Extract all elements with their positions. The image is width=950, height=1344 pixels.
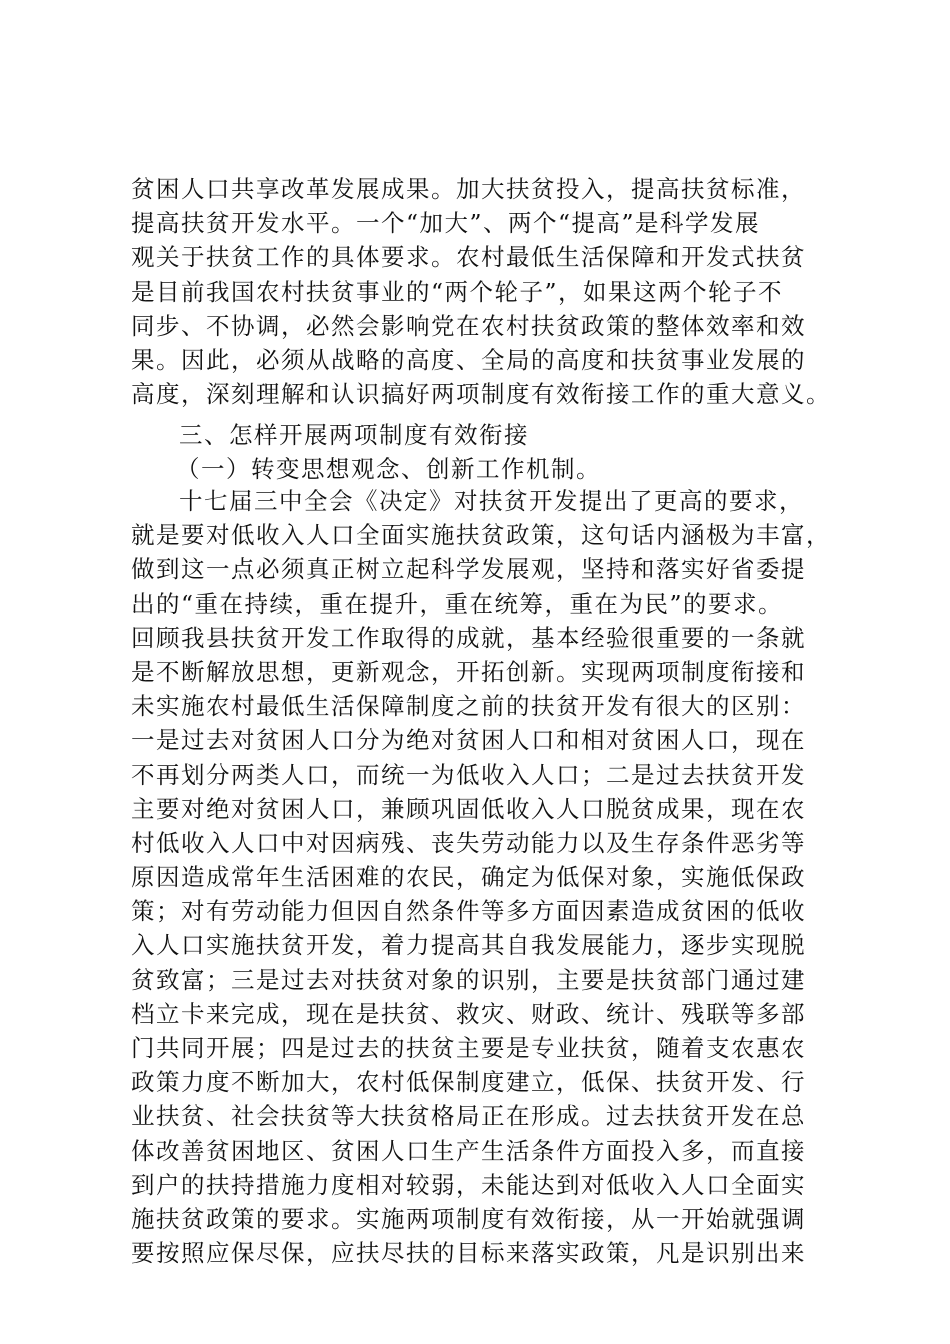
paragraph-line: 贫困人口共享改革发展成果。加大扶贫投入，提高扶贫标准， [131, 175, 806, 203]
paragraph-line: 未实施农村最低生活保障制度之前的扶贫开发有很大的区别： [131, 692, 806, 721]
paragraph-line: 高度，深刻理解和认识搞好两项制度有效衔接工作的重大意义。 [131, 380, 831, 409]
paragraph-line: 档立卡来完成，现在是扶贫、救灾、财政、统计、残联等多部 [131, 999, 806, 1028]
paragraph-line: 一是过去对贫困人口分为绝对贫困人口和相对贫困人口，现在 [131, 726, 806, 755]
paragraph-line: 果。因此，必须从战略的高度、全局的高度和扶贫事业发展的 [131, 345, 806, 374]
paragraph-line: 施扶贫政策的要求。实施两项制度有效衔接，从一开始就强调 [131, 1204, 806, 1233]
paragraph-line: 贫致富；三是过去对扶贫对象的识别，主要是扶贫部门通过建 [131, 965, 806, 994]
paragraph-2 [131, 484, 831, 1270]
section-heading: 三、怎样开展两项制度有效衔接 [179, 421, 529, 449]
paragraph-line: 政策力度不断加大，农村低保制度建立，低保、扶贫开发、行 [131, 1068, 806, 1097]
paragraph-line: 体改善贫困地区、贫困人口生产生活条件方面投入多，而直接 [131, 1136, 806, 1165]
paragraph-line: 要按照应保尽保，应扶尽扶的目标来落实政策，凡是识别出来 [131, 1239, 806, 1268]
sub-heading-block [131, 452, 831, 486]
paragraph-line: 不再划分两类人口，而统一为低收入人口；二是过去扶贫开发 [131, 760, 806, 789]
paragraph-line: 就是要对低收入人口全面实施扶贫政策，这句话内涵极为丰富， [131, 521, 831, 550]
paragraph-line: 十七届三中全会《决定》对扶贫开发提出了更高的要求， [179, 487, 804, 515]
sub-heading: （一）转变思想观念、创新工作机制。 [176, 455, 601, 483]
paragraph-1 [131, 172, 831, 411]
paragraph-line: 策；对有劳动能力但因自然条件等多方面因素造成贫困的低收 [131, 897, 806, 926]
paragraph-line: 是不断解放思想，更新观念，开拓创新。实现两项制度衔接和 [131, 657, 806, 686]
paragraph-line: 入人口实施扶贫开发，着力提高其自我发展能力，逐步实现脱 [131, 931, 806, 960]
paragraph-line: 做到这一点必须真正树立起科学发展观，坚持和落实好省委提 [131, 555, 806, 584]
paragraph-line: 业扶贫、社会扶贫等大扶贫格局正在形成。过去扶贫开发在总 [131, 1102, 806, 1131]
paragraph-line: 到户的扶持措施力度相对较弱，未能达到对低收入人口全面实 [131, 1170, 806, 1199]
paragraph-line: 门共同开展；四是过去的扶贫主要是专业扶贫，随着支农惠农 [131, 1034, 806, 1062]
paragraph-line: 提高扶贫开发水平。一个“加大”、两个“提高”是科学发展 [131, 209, 761, 238]
paragraph-line: 同步、不协调，必然会影响党在农村扶贫政策的整体效率和效 [131, 311, 806, 340]
paragraph-line: 是目前我国农村扶贫事业的“两个轮子”，如果这两个轮子不 [131, 277, 784, 306]
paragraph-line: 主要对绝对贫困人口，兼顾巩固低收入人口脱贫成果，现在农 [131, 794, 806, 823]
paragraph-line: 出的“重在持续，重在提升，重在统筹，重在为民”的要求。 [131, 589, 784, 618]
paragraph-line: 原因造成常年生活困难的农民，确定为低保对象，实施低保政 [131, 863, 806, 892]
paragraph-line: 村低收入人口中对因病残、丧失劳动能力以及生存条件恶劣等 [131, 828, 806, 857]
section-heading-block [131, 418, 831, 452]
paragraph-line: 观关于扶贫工作的具体要求。农村最低生活保障和开发式扶贫 [131, 243, 806, 272]
paragraph-line: 回顾我县扶贫开发工作取得的成就，基本经验很重要的一条就 [131, 623, 806, 652]
